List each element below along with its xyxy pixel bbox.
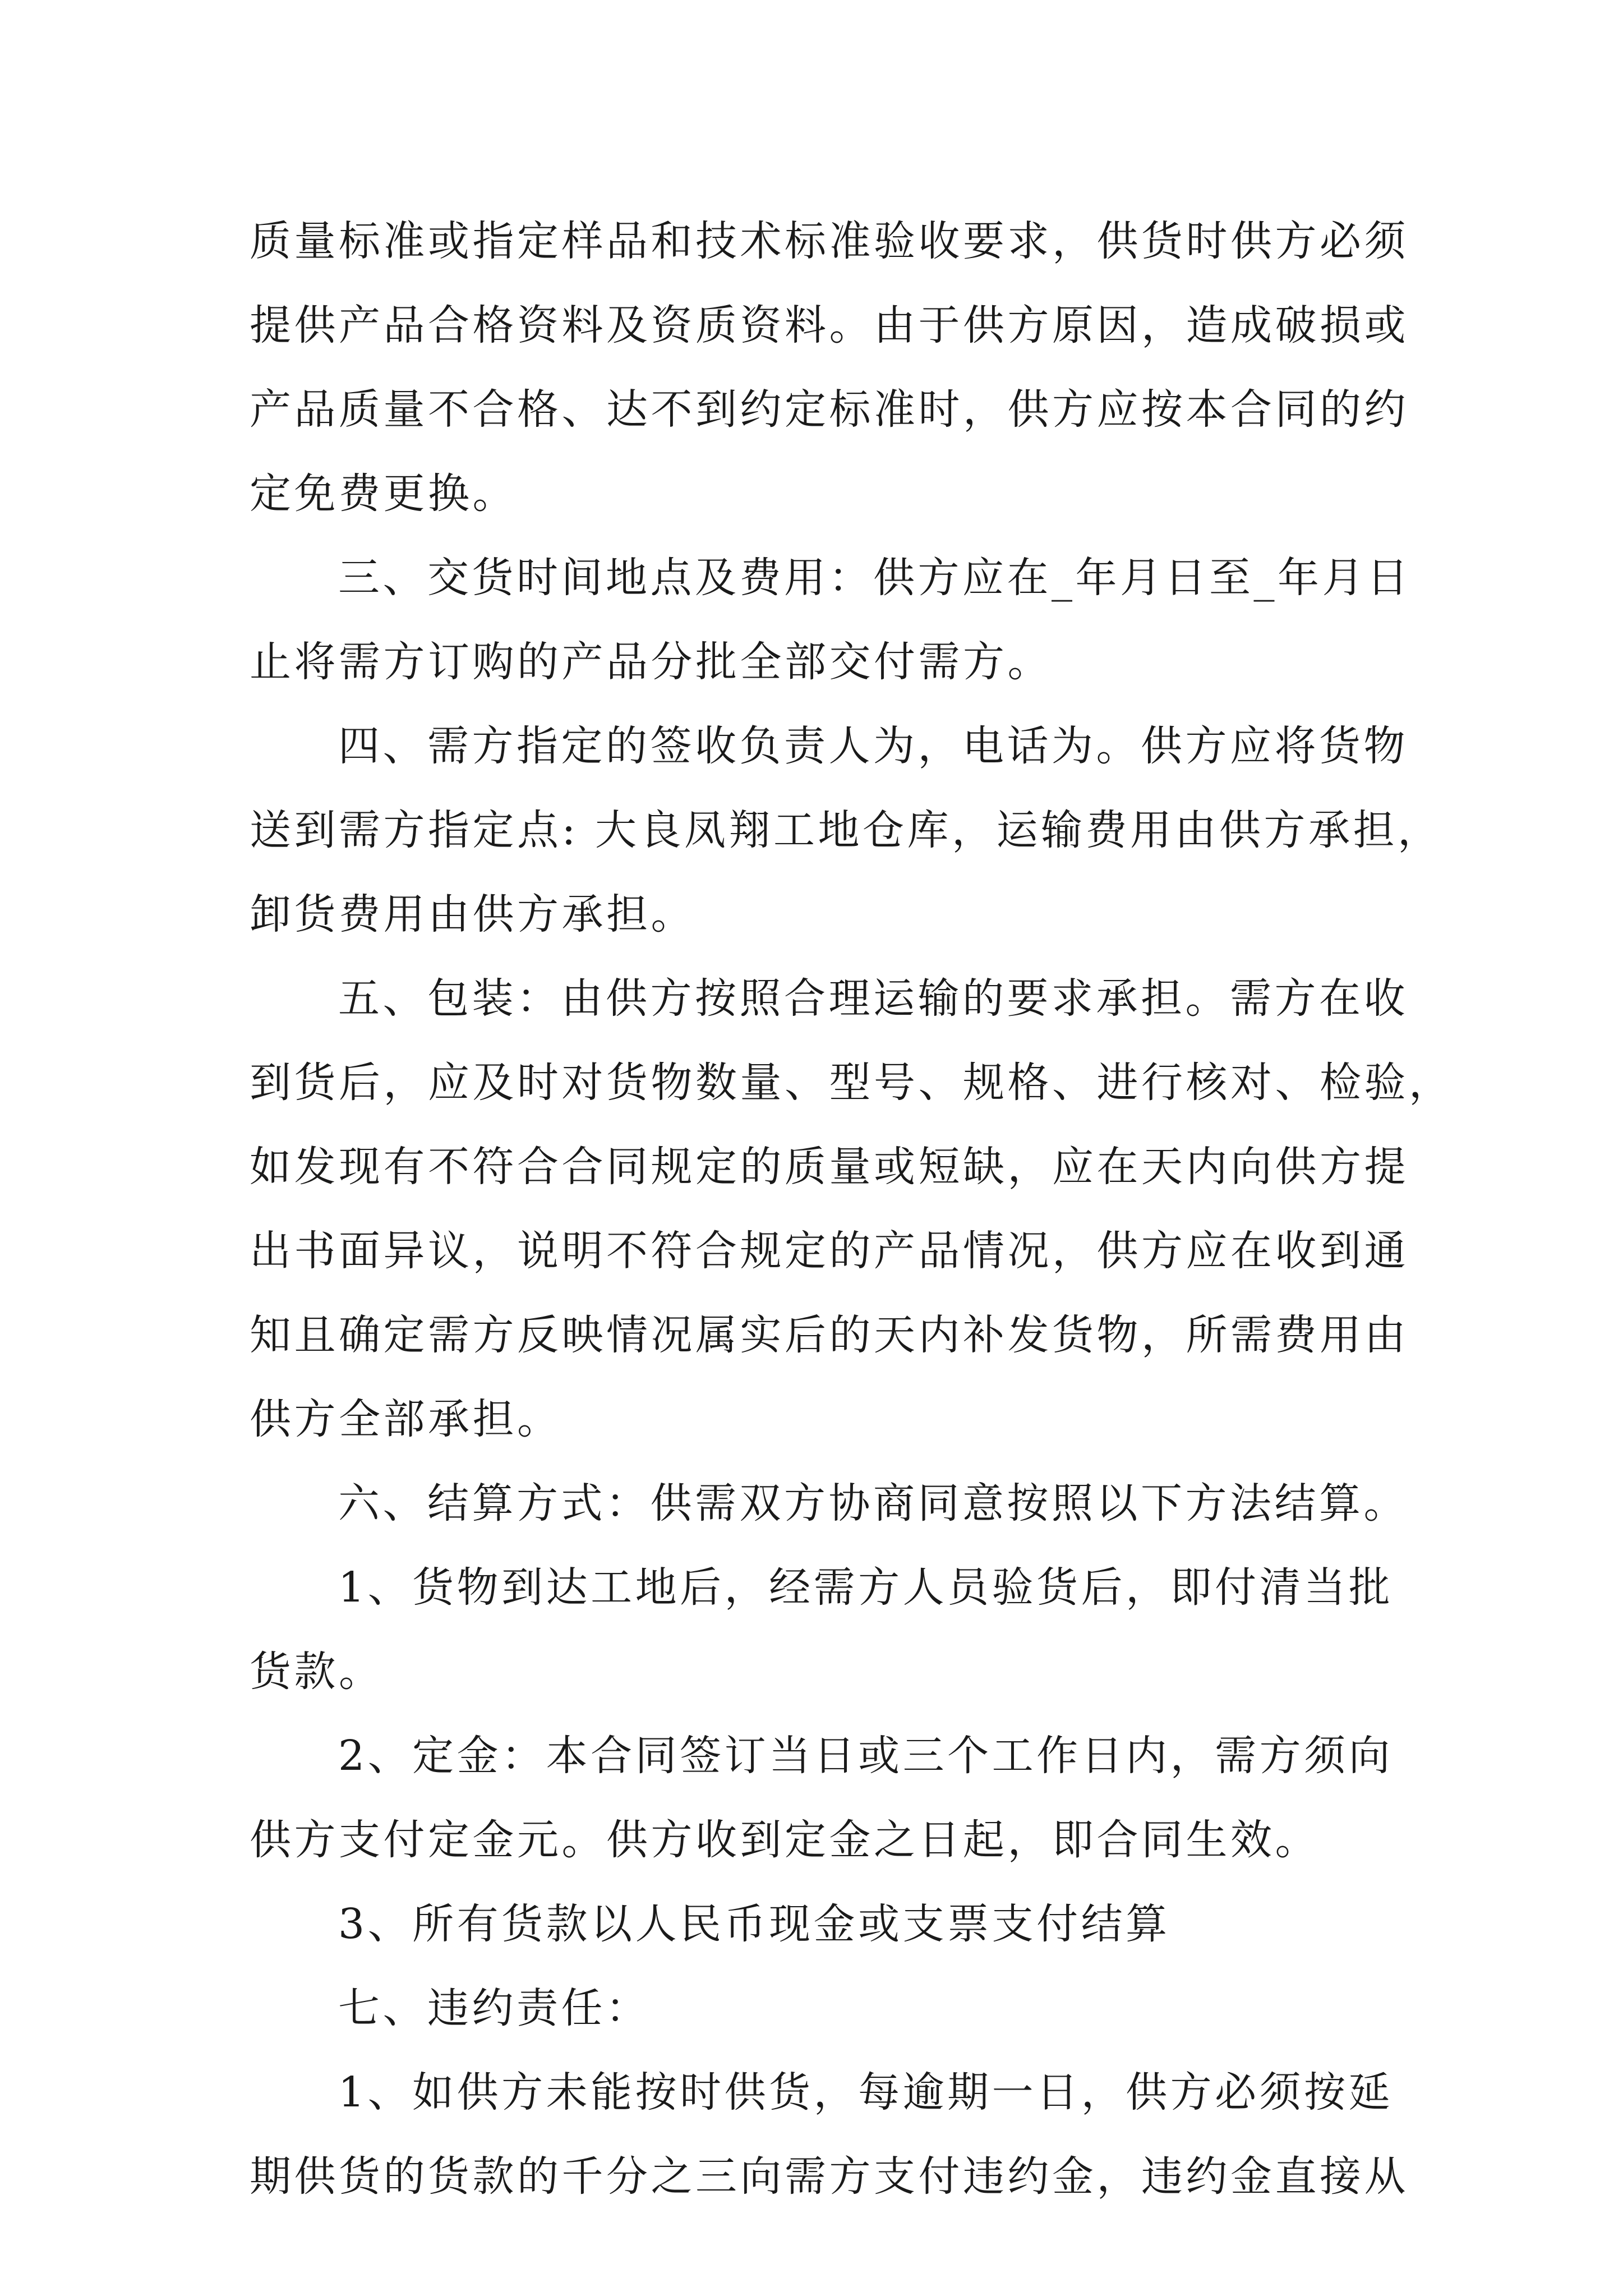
paragraph-line: 定免费更换。 [250, 470, 517, 518]
paragraph-line: 提供产品合格资料及资质资料。由于供方原因，造成破损或 [250, 301, 1409, 349]
paragraph-line: 出书面异议，说明不符合规定的产品情况，供方应在收到通 [250, 1227, 1409, 1275]
paragraph-line: 产品质量不合格、达不到约定标准时，供方应按本合同的约 [250, 385, 1409, 434]
paragraph-line: 到货后，应及时对货物数量、型号、规格、进行核对、检验， [250, 1059, 1454, 1107]
document-body [250, 199, 1454, 2219]
paragraph-line: 供方全部承担。 [250, 1395, 562, 1443]
paragraph-line: 止将需方订购的产品分批全部交付需方。 [250, 638, 1052, 686]
paragraph-line: 质量标准或指定样品和技术标准验收要求，供货时供方必须 [250, 217, 1409, 265]
clause-6-heading-line: 六、结算方式：供需双方协商同意按照以下方法结算。 [338, 1479, 1408, 1527]
paragraph-line: 知且确定需方反映情况属实后的天内补发货物，所需费用由 [250, 1311, 1409, 1359]
paragraph-line: 送到需方指定点: 大良凤翔工地仓库，运输费用由供方承担， [250, 806, 1442, 854]
clause-6-item-2-line: 2、定金：本合同签订当日或三个工作日内，需方须向 [338, 1732, 1394, 1780]
clause-3-heading-line: 三、交货时间地点及费用：供方应在_年月日至_年月日 [338, 554, 1412, 602]
paragraph-line: 期供货的货款的千分之三向需方支付违约金，违约金直接从 [250, 2152, 1409, 2201]
clause-7-heading-line: 七、违约责任： [338, 1984, 651, 2032]
clause-6-item-1-line: 1、货物到达工地后，经需方人员验货后，即付清当批 [338, 1563, 1394, 1612]
paragraph-line: 供方支付定金元。供方收到定金之日起，即合同生效。 [250, 1816, 1320, 1864]
clause-7-item-1-line: 1、如供方未能按时供货，每逾期一日，供方必须按延 [338, 2068, 1394, 2116]
clause-6-item-3-line: 3、所有货款以人民币现金或支票支付结算 [338, 1900, 1170, 1948]
clause-4-heading-line: 四、需方指定的签收负责人为，电话为。供方应将货物 [338, 722, 1408, 770]
clause-5-heading-line: 五、包装：由供方按照合理运输的要求承担。需方在收 [338, 974, 1408, 1023]
paragraph-line: 如发现有不符合合同规定的质量或短缺，应在天内向供方提 [250, 1143, 1409, 1191]
paragraph-line: 货款。 [250, 1648, 384, 1696]
paragraph-line: 卸货费用由供方承担。 [250, 890, 695, 938]
